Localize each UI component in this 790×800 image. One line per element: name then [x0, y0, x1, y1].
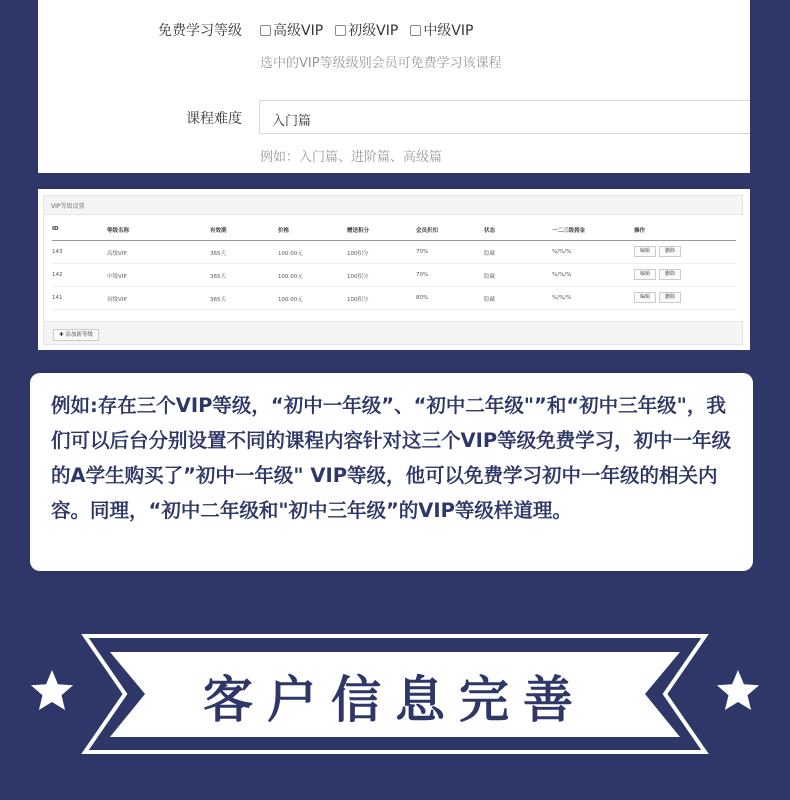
header-actions: 操作 [634, 228, 646, 234]
cell-discount: 70% [416, 272, 429, 278]
vip-help-text: 选中的VIP等级级别会员可免费学习该课程 [260, 56, 502, 71]
cell-id: 141 [52, 295, 63, 301]
table-header-row [52, 218, 736, 241]
delete-button[interactable]: 删除 [659, 292, 681, 303]
cell-validity: 365天 [210, 251, 226, 257]
difficulty-label: 课程难度 [186, 111, 242, 127]
vip-checkbox-junior[interactable]: 初级VIP [335, 20, 398, 40]
difficulty-input[interactable]: 入门篇 [259, 100, 750, 134]
banner-title: 客户信息完善 [203, 671, 587, 729]
cell-price: 100.00元 [278, 297, 303, 303]
cell-commission: %/%/% [552, 295, 572, 301]
cell-discount: 70% [416, 249, 429, 255]
checkbox-icon[interactable] [260, 25, 271, 36]
example-card [30, 373, 753, 571]
cell-validity: 365天 [210, 274, 226, 280]
cell-points: 100积分 [347, 297, 369, 303]
edit-button[interactable]: 编辑 [634, 269, 656, 280]
header-id: ID [52, 226, 59, 232]
table-row [52, 287, 736, 310]
vip-table [44, 214, 744, 322]
vip-checkbox-senior[interactable]: 高级VIP [260, 20, 323, 40]
cell-name: 中级VIP [107, 274, 127, 280]
table-row [52, 264, 736, 287]
cell-status: 隐藏 [484, 274, 496, 280]
vip-table-screenshot [38, 189, 750, 350]
delete-button[interactable]: 删除 [659, 269, 681, 280]
cell-points: 100积分 [347, 251, 369, 257]
header-price: 价格 [278, 228, 290, 234]
vip-table-title: VIP等级设置 [51, 203, 85, 210]
cell-points: 100积分 [347, 274, 369, 280]
cell-id: 143 [52, 249, 63, 255]
header-name: 等级名称 [107, 228, 130, 234]
cell-status: 隐藏 [484, 251, 496, 257]
free-vip-label: 免费学习等级 [158, 23, 242, 39]
course-settings-form [38, 0, 750, 173]
add-level-button[interactable]: ✚ 添加新等级 [53, 329, 99, 341]
cell-name: 高级VIP [107, 251, 127, 257]
vip-checkbox-group [260, 20, 485, 40]
header-points: 赠送积分 [347, 228, 370, 234]
header-discount: 会员折扣 [416, 228, 439, 234]
header-status: 状态 [484, 228, 496, 234]
delete-button[interactable]: 删除 [659, 246, 681, 257]
cell-price: 100.00元 [278, 251, 303, 257]
checkbox-icon[interactable] [335, 25, 346, 36]
checkbox-icon[interactable] [410, 25, 421, 36]
edit-button[interactable]: 编辑 [634, 246, 656, 257]
vip-checkbox-middle[interactable]: 中级VIP [410, 20, 473, 40]
table-row [52, 241, 736, 264]
header-commission: 一二三级佣金 [552, 228, 586, 234]
header-validity: 有效期 [210, 228, 227, 234]
cell-validity: 365天 [210, 297, 226, 303]
vip-table-container [43, 195, 743, 345]
cell-commission: %/%/% [552, 272, 572, 278]
edit-button[interactable]: 编辑 [634, 292, 656, 303]
example-text: 例如:存在三个VIP等级，“初中一年级”、“初中二年级"”和“初中三年级"，我们可以后台分别设置不同的课程内容针对这三个VIP等级免费学习，初中一年级的A学生购买了”初中一年级" VIP等级，他可以免费学习初中一年级的相关内容。同理，“初中二年级和"初中三年级”的VIP等级样道理。 [51, 394, 732, 522]
cell-name: 初级VIP [107, 297, 127, 303]
difficulty-help-text: 例如：入门篇、进阶篇、高级篇 [260, 150, 443, 165]
cell-status: 隐藏 [484, 297, 496, 303]
cell-id: 142 [52, 272, 63, 278]
cell-commission: %/%/% [552, 249, 572, 255]
cell-discount: 80% [416, 295, 429, 301]
cell-price: 100.00元 [278, 274, 303, 280]
